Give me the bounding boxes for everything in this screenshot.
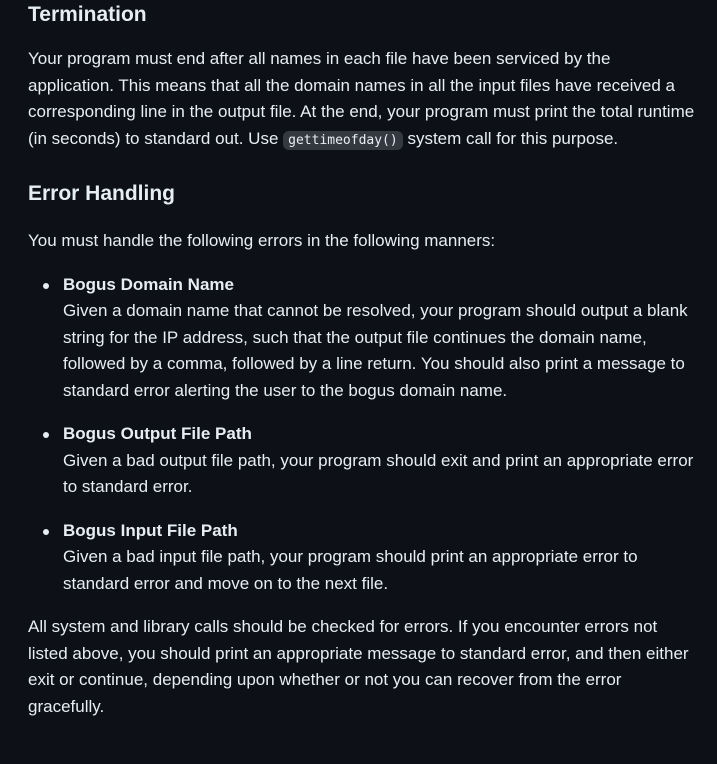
list-item-text: Given a bad output file path, your program should exit and print an appropriate error to standard error.: [63, 450, 694, 496]
list-item-text: Given a bad input file path, your program should print an appropriate error to standard error and move on to the next file.: [63, 547, 638, 593]
termination-paragraph: [28, 46, 700, 154]
list-item-title: Bogus Output File Path: [63, 424, 252, 443]
list-item-title: Bogus Domain Name: [63, 274, 234, 294]
closing-paragraph: All system and library calls should be checked for errors. If you encounter errors not listed above, you should print an appropriate message to standard error, and then either exit or continue, depending upon whether or not you can recover from the error gracefully.: [28, 617, 689, 716]
bullet-icon: [43, 529, 49, 535]
list-item-bogus-output: [28, 421, 700, 501]
termination-text-start: Your program must end after all names in each file have been serviced by the application. This means that all the domain names in all the input files have received a corresponding line in the output file. At the end, your program must print the total runtime (in seconds) to standard out. Use: [28, 49, 695, 148]
list-item-text: Given a domain name that cannot be resolved, your program should output a blank string for the IP address, such that the output file continues the domain name, followed by a comma, followed by a line return. You should also print a message to standard error alerting the user to the bogus domain name.: [63, 301, 688, 400]
list-item-bogus-domain: [28, 272, 700, 405]
termination-heading: Termination: [28, 3, 147, 26]
error-handling-intro: You must handle the following errors in the following manners:: [28, 231, 496, 250]
bullet-icon: [43, 432, 49, 438]
error-list: [28, 272, 717, 598]
bullet-icon: [43, 283, 49, 289]
list-item-bogus-input: [28, 518, 700, 598]
gettimeofday-code: gettimeofday(): [283, 131, 403, 150]
list-item-title: Bogus Input File Path: [63, 520, 238, 540]
error-handling-heading: Error Handling: [28, 182, 176, 205]
termination-text-end: system call for this purpose.: [402, 128, 619, 148]
